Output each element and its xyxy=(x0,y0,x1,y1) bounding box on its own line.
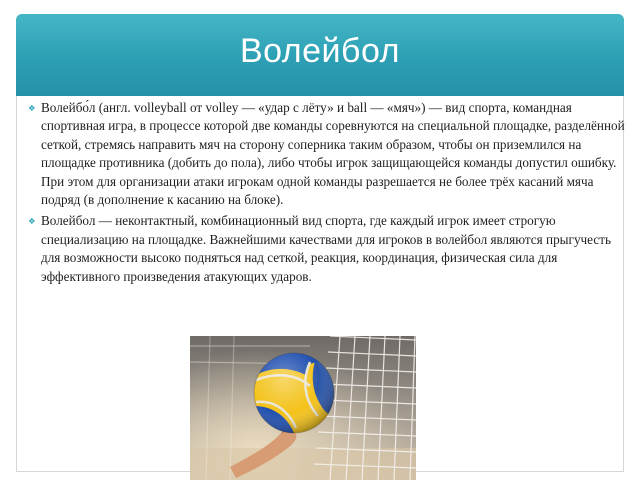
paragraph-definition-text: Волейбо́л (англ. volleyball от volley — «удар с лёту» и ball — «мяч») — вид спорта, командная спортивная игра, в процессе которой две команды соревнуются на специальной площадке, разделённой сеткой, стремясь направить мяч на сторону соперника таким образом, чтобы он приземлился на площадке противника (добить до пола), либо чтобы игрок защищающейся команды допустил ошибку. При этом для организации атаки игрокам одной команды разрешается не более трёх касаний мяча подряд (в дополнение к касанию на блоке). xyxy=(41,100,625,208)
bullet-icon: ❖ xyxy=(28,104,36,114)
slide-title: Волейбол xyxy=(239,32,401,70)
title-band xyxy=(16,14,624,96)
slide-content xyxy=(28,99,632,289)
volleyball-photo xyxy=(190,336,416,480)
paragraph-qualities-text: Волейбол — неконтактный, комбинационный вид спорта, где каждый игрок имеет строгую специализацию на площадке. Важнейшими качествами для игроков в волейбол являются прыгучесть для возможности высоко подняться над сеткой, реакция, координация, физическая сила для эффективного произведения атакующих ударов. xyxy=(41,213,611,284)
bullet-icon: ❖ xyxy=(28,217,36,228)
paragraph-qualities xyxy=(28,212,632,286)
paragraph-definition xyxy=(28,99,632,209)
